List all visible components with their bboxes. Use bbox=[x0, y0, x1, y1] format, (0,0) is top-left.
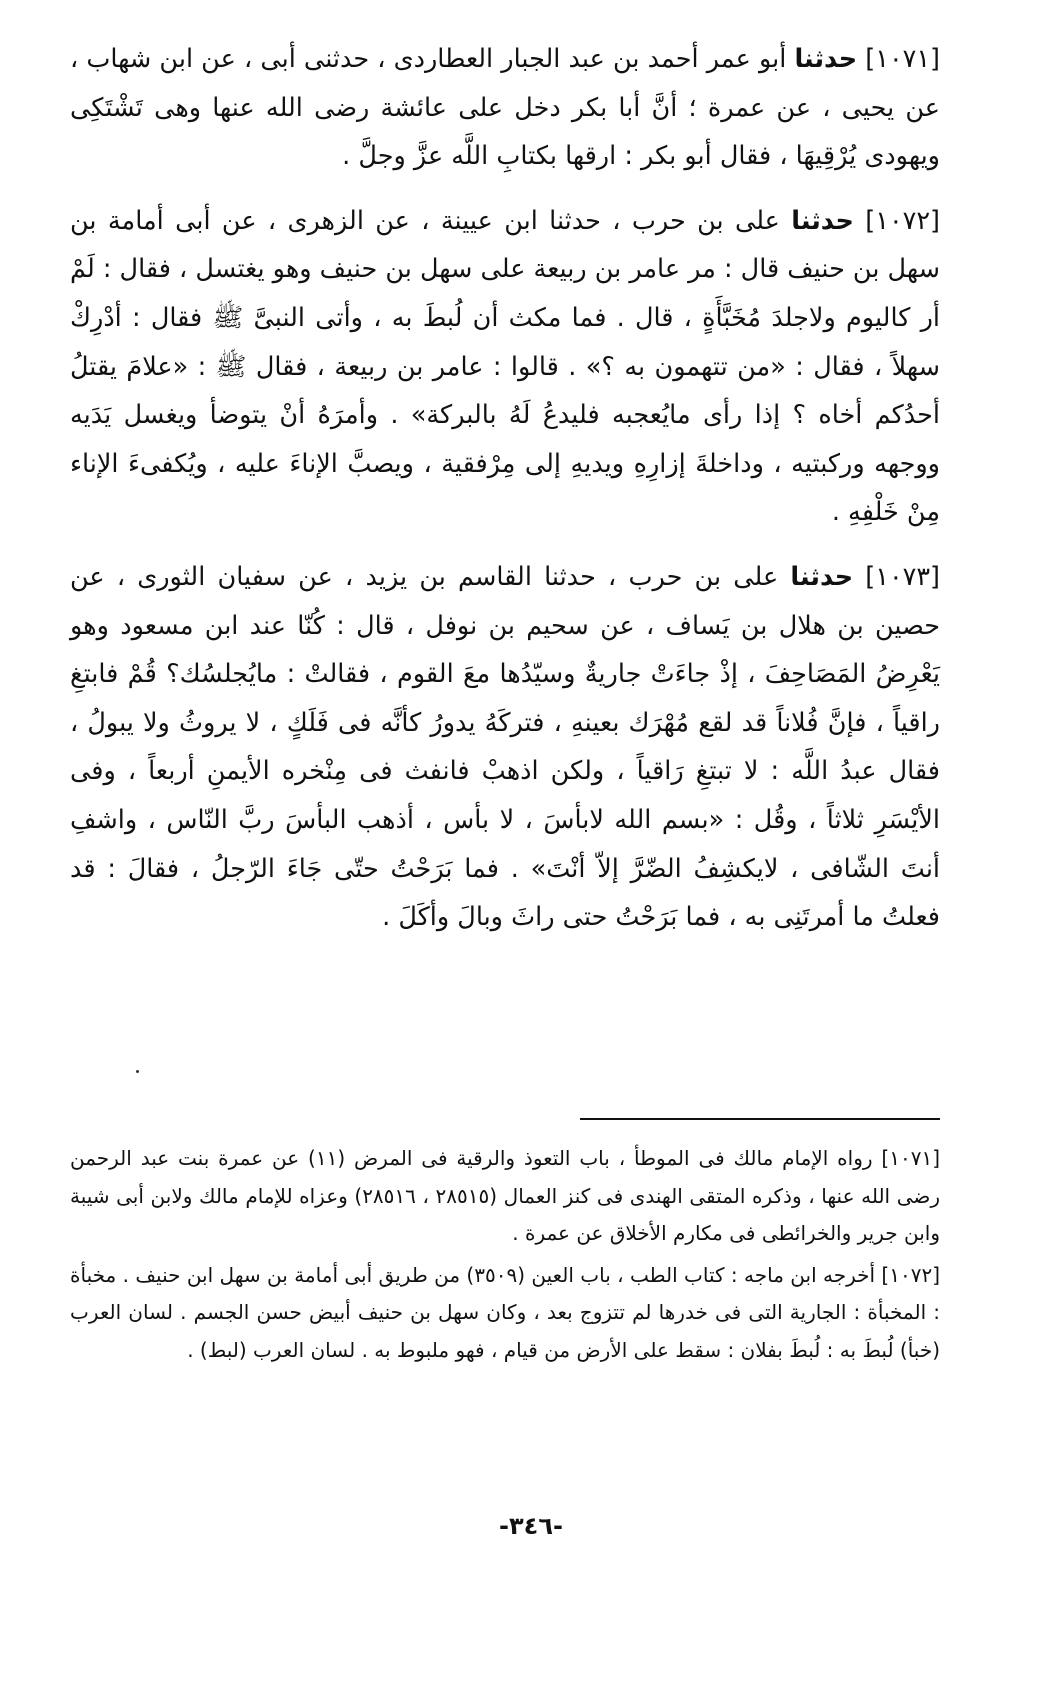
footnote-text: أخرجه ابن ماجه : كتاب الطب ، باب العين (٣٥٠٩) من طريق أبى أمامة بن سهل ابن حنيف . مخبأة : المخبأة : الجارية التى فى خدرها لم تتزوج بعد ، وكان سهل بن حنيف أبيض حسن الجسم . لسان العرب (خبأ) لُبطَ به : لُبطَ بفلان : سقط على الأرض من قيام ، فهو ملبوط به . لسان العرب (لبط) . bbox=[70, 1262, 940, 1362]
footnotes bbox=[70, 1140, 940, 1373]
hadith-lead-word: حدثنا bbox=[794, 44, 858, 74]
hadith-1071 bbox=[70, 35, 940, 181]
hadith-number: [١٠٧٢] bbox=[865, 205, 940, 236]
hadith-1073 bbox=[70, 553, 940, 942]
main-text bbox=[70, 35, 940, 958]
hadith-lead-word: حدثنا bbox=[790, 561, 854, 592]
hadith-text: أبو عمر أحمد بن عبد الجبار العطاردى ، حدثنى أبى ، عن ابن شهاب ، عن يحيى ، عن عمرة ؛ أنَّ أبا بكر دخل على عائشة رضى الله عنها وهى تَشْتَكِى ويهودى يُرْقِيهَا ، فقال أبو بكر : ارقها بكتابِ اللَّه عزَّ وجلَّ . bbox=[70, 44, 940, 172]
footnote-number: [١٠٧٢] bbox=[881, 1262, 941, 1287]
hadith-number: [١٠٧٣] bbox=[865, 561, 940, 592]
hadith-text: على بن حرب ، حدثنا ابن عيينة ، عن الزهرى ، عن أبى أمامة بن سهل بن حنيف قال : مر عامر بن ربيعة على سهل بن حنيف وهو يغتسل ، فقال : لَمْ أر كاليوم ولاجلدَ مُخَبَّأَةٍ ، قال . فما مكث أن لُبطَ به ، وأتى النبىَّ ﷺ فقال : أدْرِكْ سهلاً ، فقال : «من تتهمون به ؟» . قالوا : عامر بن ربيعة ، فقال ﷺ : «علامَ يقتلُ أحدُكم أخاه ؟ إذا رأى مايُعجبه فليدعُ لَهُ بالبركة» . وأمرَهُ أنْ يتوضأ ويغسل يَدَيه ووجهه وركبتيه ، وداخلةَ إزارِهِ ويديهِ إلى مِرْفقية ، ويصبَّ الإناءَ عليه ، ويُكفىءَ الإناء مِنْ خَلْفِهِ . bbox=[70, 205, 940, 528]
footnote-1072 bbox=[70, 1257, 940, 1370]
footnote-1071 bbox=[70, 1140, 940, 1253]
footnote-number: [١٠٧١] bbox=[881, 1146, 940, 1170]
footnote-text: رواه الإمام مالك فى الموطأ ، باب التعوذ والرقية فى المرض (١١) عن عمرة بنت عبد الرحمن رضى الله عنها ، وذكره المتقى الهندى فى كنز العمال (٢٨٥١٥ ، ٢٨٥١٦) وعزاه للإمام مالك ولابن أبى شيبة وابن جرير والخرائطى فى مكارم الأخلاق عن عمرة . bbox=[70, 1146, 941, 1245]
hadith-number: [١٠٧١] bbox=[865, 44, 940, 74]
stray-dot bbox=[136, 1070, 139, 1073]
page-number: -٣٤٦- bbox=[499, 1512, 563, 1540]
hadith-text: على بن حرب ، حدثنا القاسم بن يزيد ، عن سفيان الثورى ، عن حصين بن هلال بن يَساف ، عن سحيم بن نوفل ، قال : كُنّا عند ابن مسعود وهو يَعْرِضُ المَصَاحِفَ ، إذْ جاءَتْ جاريةٌ وسيّدُها معَ القوم ، فقالتْ : مايُجلسُك؟ قُمْ فابتغِ راقياً ، فإنَّ فُلاناً قد لقع مُهْرَك بعينهِ ، فتركَهُ يدورُ كأنَّه فى فَلَكٍ ، لا يروثُ ولا يبولُ ، فقال عبدُ اللَّه : لا تبتغِ رَاقياً ، ولكن اذهبْ فانفث فى مِنْخره الأيمنِ أربعاً ، وفى الأيْسَرِ ثلاثاً ، وقُل : «بسم الله لابأسَ ، لا بأس ، أذهب البأسَ ربَّ النّاس ، واشفِ أنتَ الشّافى ، لايكشِفُ الضّرَّ إلاّ أنْتَ» . فما بَرَحْتُ حتّى جَاءَ الرّجلُ ، فقالَ : قد فعلتُ ما أمرتَنِى به ، فما بَرَحْتُ حتى راثَ وبالَ وأكَلَ . bbox=[70, 561, 940, 933]
hadith-lead-word: حدثنا bbox=[791, 205, 854, 236]
footnote-divider bbox=[580, 1118, 940, 1120]
hadith-1072 bbox=[70, 197, 940, 537]
